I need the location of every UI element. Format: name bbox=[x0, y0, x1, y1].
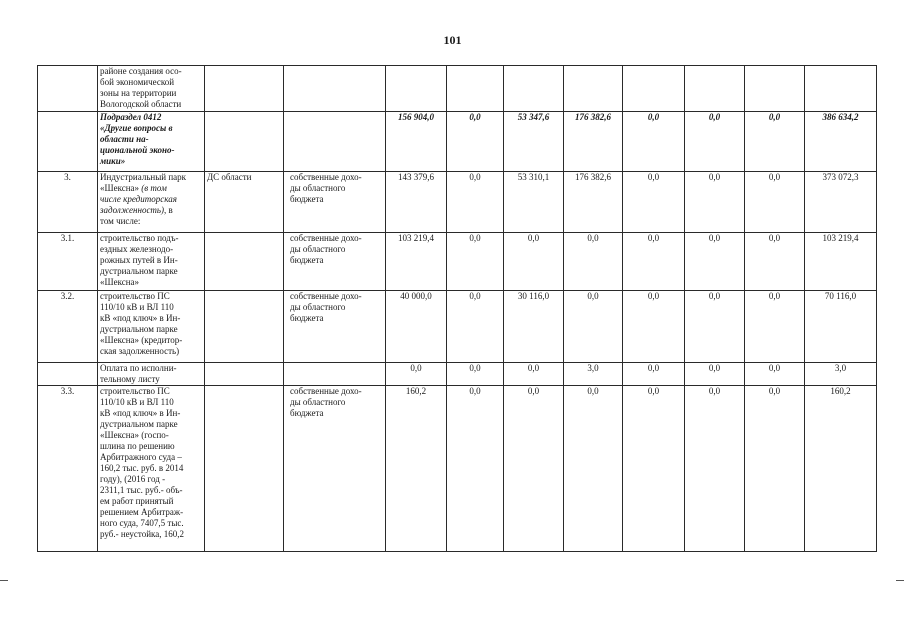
row-index-cell bbox=[38, 66, 98, 112]
value-cell: 0,0 bbox=[685, 112, 745, 172]
description-line: «Шексна» bbox=[100, 183, 140, 193]
total-value-cell: 3,0 bbox=[805, 363, 877, 386]
description-line: числе кредиторская bbox=[100, 194, 177, 204]
description-line: ездных железнодо- bbox=[100, 244, 174, 254]
value-cell: 0,0 bbox=[685, 363, 745, 386]
description-cell bbox=[98, 291, 205, 363]
value-cell: 0,0 bbox=[685, 291, 745, 363]
description-cell bbox=[98, 363, 205, 386]
executor-cell bbox=[205, 386, 284, 552]
value-cell: 0,0 bbox=[564, 291, 623, 363]
description-line: мики» bbox=[100, 156, 126, 166]
description-line: дустриальном парке bbox=[100, 419, 178, 429]
description-line: Подраздел 0412 bbox=[100, 112, 162, 122]
total-value-cell: 160,2 bbox=[805, 386, 877, 552]
description-line: тельному листу bbox=[100, 374, 160, 384]
value-cell: 0,0 bbox=[447, 233, 504, 291]
table-row bbox=[38, 233, 877, 291]
row-index-cell: 3.2. bbox=[38, 291, 98, 363]
value-cell: 0,0 bbox=[623, 112, 685, 172]
description-line: решением Арбитраж- bbox=[100, 507, 184, 517]
value-cell: 0,0 bbox=[504, 233, 564, 291]
value-cell: 0,0 bbox=[623, 363, 685, 386]
value-cell: 0,0 bbox=[564, 233, 623, 291]
executor-cell: ДС области bbox=[205, 172, 284, 233]
funding-source-cell: собственные дохо- ды областного бюджета bbox=[284, 291, 386, 363]
value-cell: 0,0 bbox=[386, 363, 447, 386]
value-cell: 53 347,6 bbox=[504, 112, 564, 172]
page-number: 101 bbox=[443, 33, 462, 47]
value-cell: 0,0 bbox=[447, 386, 504, 552]
description-cell bbox=[98, 172, 205, 233]
description-cell bbox=[98, 112, 205, 172]
funding-source-cell bbox=[284, 66, 386, 112]
total-value-cell bbox=[805, 66, 877, 112]
funding-source-cell: собственные дохо- ды областного бюджета bbox=[284, 172, 386, 233]
description-line: 110/10 кВ и ВЛ 110 bbox=[100, 302, 174, 312]
description-line: 160,2 тыс. руб. в 2014 bbox=[100, 463, 184, 473]
value-cell: 0,0 bbox=[685, 233, 745, 291]
description-line: строительство ПС bbox=[100, 291, 170, 301]
description-line: шлина по решению bbox=[100, 441, 175, 451]
executor-cell bbox=[205, 66, 284, 112]
description-line: , в bbox=[164, 205, 173, 215]
description-line: 110/10 кВ и ВЛ 110 bbox=[100, 397, 174, 407]
value-cell bbox=[386, 66, 447, 112]
funding-source-cell bbox=[284, 363, 386, 386]
description-line: дустриальном парке bbox=[100, 266, 178, 276]
executor-cell bbox=[205, 363, 284, 386]
description-line: «Шексна» bbox=[100, 277, 140, 287]
table-row bbox=[38, 172, 877, 233]
description-line: строительство ПС bbox=[100, 386, 170, 396]
value-cell bbox=[447, 66, 504, 112]
row-index-cell: 3. bbox=[38, 172, 98, 233]
funding-source-cell: собственные дохо- ды областного бюджета bbox=[284, 233, 386, 291]
funding-source-cell: собственные дохо- ды областного бюджета bbox=[284, 386, 386, 552]
value-cell: 0,0 bbox=[447, 172, 504, 233]
table-row bbox=[38, 363, 877, 386]
description-line: задолженность) bbox=[100, 205, 165, 215]
total-value-cell: 373 072,3 bbox=[805, 172, 877, 233]
total-value-cell: 103 219,4 bbox=[805, 233, 877, 291]
value-cell: 0,0 bbox=[745, 172, 805, 233]
description-line: Оплата по исполни- bbox=[100, 363, 177, 373]
description-line: Индустриальный парк bbox=[100, 172, 187, 182]
value-cell: 0,0 bbox=[447, 291, 504, 363]
value-cell: 143 379,6 bbox=[386, 172, 447, 233]
description-cell bbox=[98, 386, 205, 552]
description-cell bbox=[98, 66, 205, 112]
value-cell: 0,0 bbox=[504, 386, 564, 552]
value-cell: 0,0 bbox=[745, 233, 805, 291]
description-line: (в том bbox=[139, 183, 167, 193]
value-cell: 0,0 bbox=[745, 386, 805, 552]
value-cell: 30 116,0 bbox=[504, 291, 564, 363]
row-index-cell: 3.3. bbox=[38, 386, 98, 552]
row-index-cell bbox=[38, 363, 98, 386]
description-line: области на- bbox=[100, 134, 149, 144]
value-cell bbox=[504, 66, 564, 112]
right-margin-mark bbox=[896, 580, 904, 581]
description-line: Арбитражного суда – bbox=[100, 452, 182, 462]
executor-cell bbox=[205, 291, 284, 363]
description-line: ем работ принятый bbox=[100, 496, 174, 506]
left-margin-mark bbox=[0, 580, 8, 581]
description-line: ного суда, 7407,5 тыс. bbox=[100, 518, 184, 528]
value-cell: 0,0 bbox=[447, 363, 504, 386]
value-cell: 3,0 bbox=[564, 363, 623, 386]
description-line: «Шексна» (кредитор- bbox=[100, 335, 183, 345]
description-line: районе создания осо- bbox=[100, 66, 182, 76]
executor-cell bbox=[205, 233, 284, 291]
description-line: том числе: bbox=[100, 216, 141, 226]
table-row bbox=[38, 386, 877, 552]
value-cell: 0,0 bbox=[623, 386, 685, 552]
value-cell: 176 382,6 bbox=[564, 172, 623, 233]
description-line: ская задолженность) bbox=[100, 346, 180, 356]
total-value-cell: 70 116,0 bbox=[805, 291, 877, 363]
value-cell bbox=[685, 66, 745, 112]
value-cell bbox=[623, 66, 685, 112]
description-line: строительство подъ- bbox=[100, 233, 179, 243]
description-line: «Другие вопросы в bbox=[100, 123, 173, 133]
total-value-cell: 386 634,2 bbox=[805, 112, 877, 172]
value-cell: 103 219,4 bbox=[386, 233, 447, 291]
table-row bbox=[38, 291, 877, 363]
row-index-cell: 3.1. bbox=[38, 233, 98, 291]
description-cell bbox=[98, 233, 205, 291]
value-cell: 0,0 bbox=[685, 386, 745, 552]
table-row bbox=[38, 112, 877, 172]
description-line: зоны на территории bbox=[100, 88, 177, 98]
value-cell: 53 310,1 bbox=[504, 172, 564, 233]
table-row bbox=[38, 66, 877, 112]
value-cell: 160,2 bbox=[386, 386, 447, 552]
value-cell: 0,0 bbox=[623, 233, 685, 291]
value-cell: 0,0 bbox=[745, 291, 805, 363]
description-line: рожных путей в Ин- bbox=[100, 255, 178, 265]
description-line: «Шексна» (госпо- bbox=[100, 430, 169, 440]
description-line: дустриальном парке bbox=[100, 324, 178, 334]
value-cell: 0,0 bbox=[623, 172, 685, 233]
description-line: году), (2016 год - bbox=[100, 474, 166, 484]
value-cell bbox=[564, 66, 623, 112]
value-cell: 0,0 bbox=[685, 172, 745, 233]
description-line: циональной эконо- bbox=[100, 145, 175, 155]
value-cell bbox=[745, 66, 805, 112]
description-line: кВ «под ключ» в Ин- bbox=[100, 313, 181, 323]
description-line: Вологодской области bbox=[100, 99, 182, 109]
value-cell: 40 000,0 bbox=[386, 291, 447, 363]
description-line: кВ «под ключ» в Ин- bbox=[100, 408, 181, 418]
funding-source-cell bbox=[284, 112, 386, 172]
value-cell: 0,0 bbox=[623, 291, 685, 363]
description-line: руб.- неустойка, 160,2 bbox=[100, 529, 185, 539]
value-cell: 0,0 bbox=[745, 363, 805, 386]
description-line: 2311,1 тыс. руб.- объ- bbox=[100, 485, 183, 495]
description-line: бой экономической bbox=[100, 77, 175, 87]
budget-table bbox=[37, 65, 877, 552]
value-cell: 0,0 bbox=[564, 386, 623, 552]
value-cell: 0,0 bbox=[447, 112, 504, 172]
value-cell: 156 904,0 bbox=[386, 112, 447, 172]
value-cell: 176 382,6 bbox=[564, 112, 623, 172]
value-cell: 0,0 bbox=[504, 363, 564, 386]
row-index-cell bbox=[38, 112, 98, 172]
executor-cell bbox=[205, 112, 284, 172]
value-cell: 0,0 bbox=[745, 112, 805, 172]
